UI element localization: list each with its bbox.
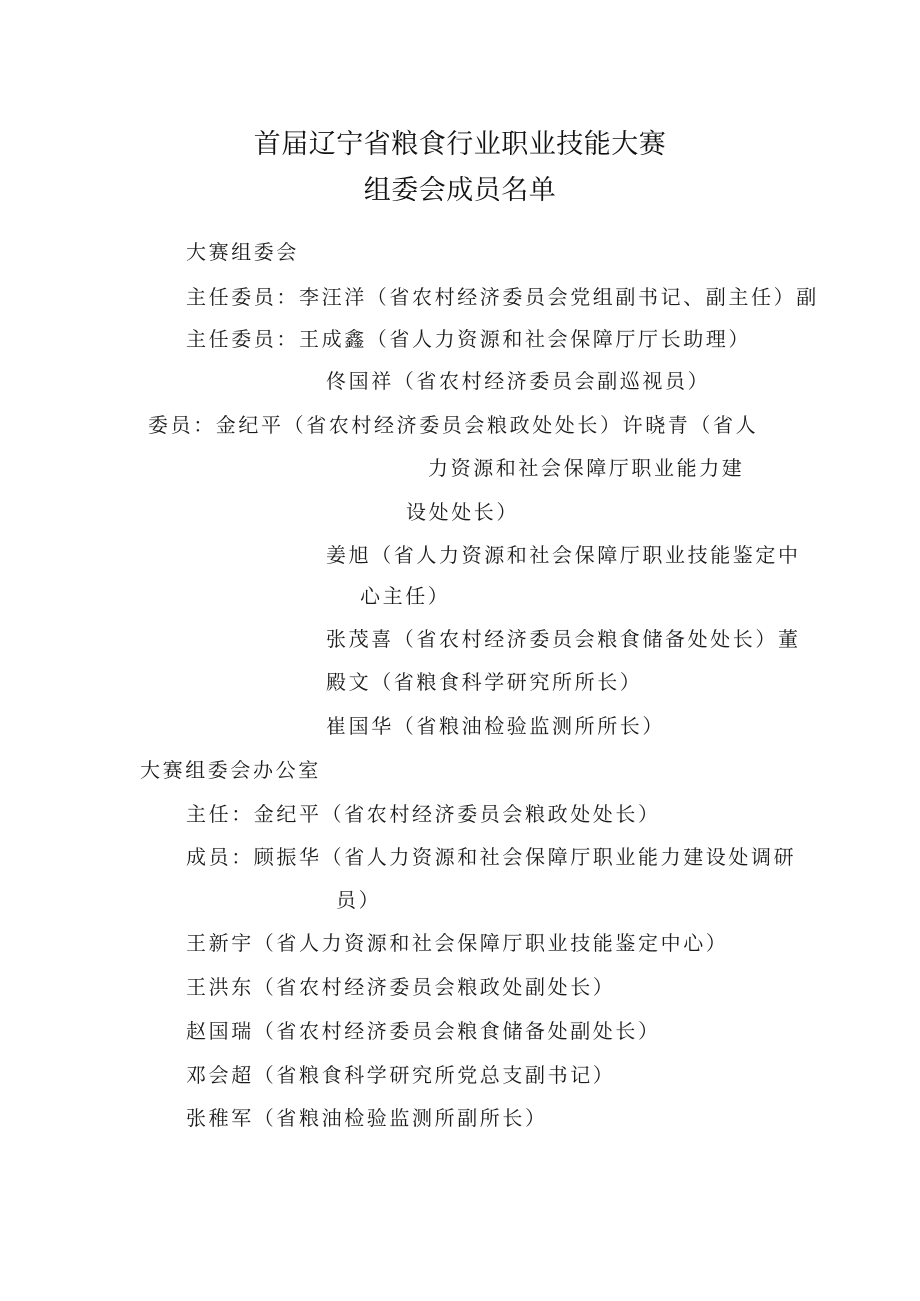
committee-line: 张茂喜（省农村经济委员会粮食储备处处长）董 — [326, 627, 801, 651]
committee-line: 委员：金纪平（省农村经济委员会粮政处处长）许晓青（省人 — [148, 413, 759, 437]
committee-line: 主任委员：李汪洋（省农村经济委员会党组副书记、副主任）副 — [186, 285, 819, 309]
office-line: 王洪东（省农村经济委员会粮政处副处长） — [186, 975, 616, 999]
committee-line: 力资源和社会保障厅职业能力建 — [428, 456, 745, 480]
document-title-line-2: 组委会成员名单 — [363, 175, 557, 206]
office-heading: 大赛组委会办公室 — [140, 758, 321, 782]
office-line: 成员：顾振华（省人力资源和社会保障厅职业能力建设处调研 — [186, 845, 797, 869]
committee-line: 设处处长） — [406, 500, 519, 524]
office-line: 邓会超（省粮食科学研究所党总支副书记） — [186, 1063, 616, 1087]
committee-line: 主任委员：王成鑫（省人力资源和社会保障厅厅长助理） — [186, 327, 751, 351]
committee-line: 殿文（省粮食科学研究所所长） — [326, 670, 643, 694]
office-line: 主任：金纪平（省农村经济委员会粮政处处长） — [186, 802, 661, 826]
committee-heading: 大赛组委会 — [186, 240, 299, 264]
committee-line: 佟国祥（省农村经济委员会副巡视员） — [326, 369, 711, 393]
committee-line: 姜旭（省人力资源和社会保障厅职业技能鉴定中 — [326, 543, 801, 567]
office-line: 王新宇（省人力资源和社会保障厅职业技能鉴定中心） — [186, 931, 729, 955]
office-line: 赵国瑞（省农村经济委员会粮食储备处副处长） — [186, 1019, 661, 1043]
committee-line: 心主任） — [360, 584, 451, 608]
office-line: 张稚军（省粮油检验监测所副所长） — [186, 1106, 548, 1130]
committee-line: 崔国华（省粮油检验监测所所长） — [326, 714, 665, 738]
office-line: 员） — [336, 888, 382, 912]
document-title-line-1: 首届辽宁省粮食行业职业技能大赛 — [253, 129, 667, 160]
